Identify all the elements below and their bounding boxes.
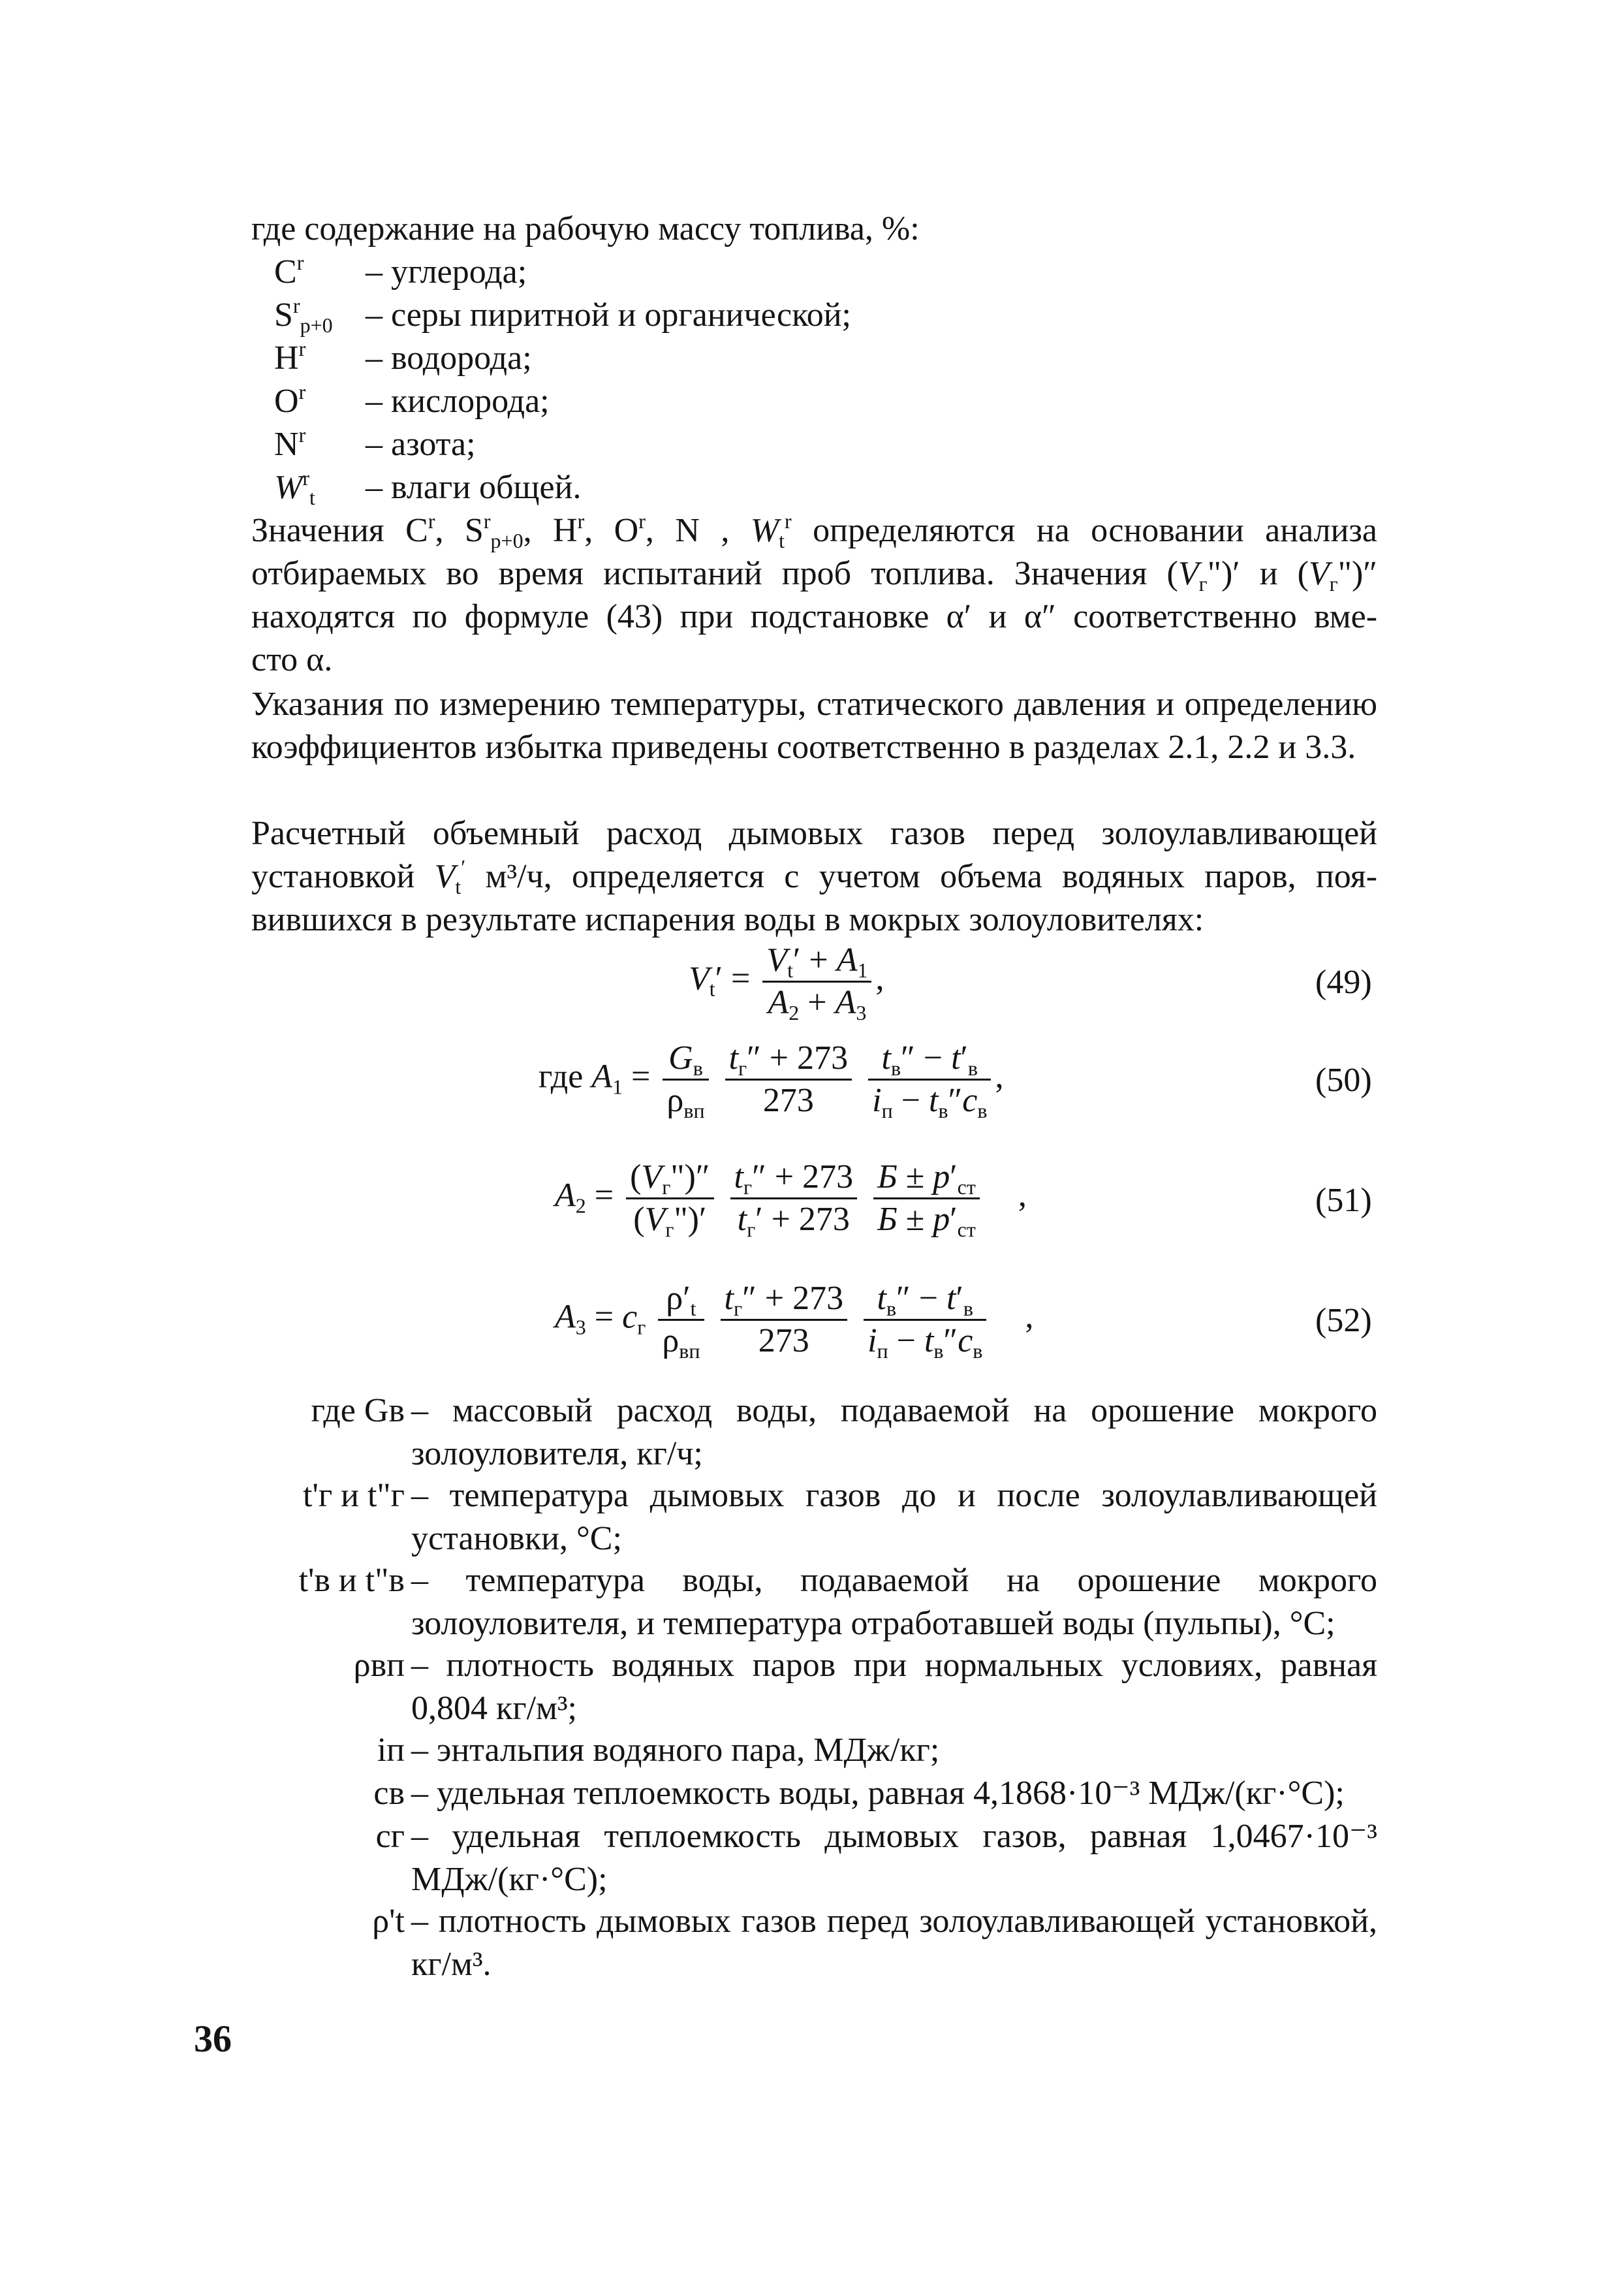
definition-text: – температура воды, подаваемой на орошение мокрого золоуловителя, и температура отработавшей воды (пульпы), °С; (411, 1562, 1377, 1642)
definition-symbol: ρ't (372, 1903, 405, 1940)
definition-symbol: t'в и t"в (298, 1562, 405, 1599)
definition-text: – удельная теплоемкость дымовых газов, равная 1,0467·10⁻³ МДж/(кг·°С); (411, 1818, 1377, 1898)
definition-symbol: cг (375, 1818, 405, 1855)
paragraph-values-line3: находятся по формуле (43) при подстановке α′ и α″ соответственно вме- (251, 598, 1378, 635)
definition-text: – плотность водяных паров при нормальных условиях, равная 0,804 кг/м³; (411, 1647, 1377, 1727)
paragraph-flow-line3: вившихся в результате испарения воды в мокрых золоуловителях: (251, 901, 1204, 938)
paragraph-instructions: Указания по измерению температуры, статического давления и определению коэффициентов избытка приведены соответственно в разделах 2.1, 2.2 и 3.3. (251, 686, 1377, 766)
definition-symbol: iп (377, 1732, 405, 1769)
symbol: $O^r$ (274, 380, 306, 420)
definition-symbol: ρвп (353, 1647, 405, 1684)
symbol: $N^r$ (274, 423, 306, 463)
symbol-row (274, 466, 581, 509)
definition-symbol: где Gв (311, 1392, 405, 1429)
formula-50: где $A_1$ = $\frac{G_в}{\rho_{вп}}$ $\frac{t_г'' + 273}{273}$ $\frac{t_в'' - t'_в}{i_п - t_в''c_в}$ , (539, 1039, 1004, 1122)
symbol-desc: – кислорода; (366, 383, 550, 420)
symbol-row (274, 294, 851, 337)
symbol-desc: – азота; (366, 426, 476, 463)
formula-52: $A_3 = c_г$ $\frac{\rho'_t}{\rho_{вп}}$ $\frac{t_г'' + 273}{273}$ $\frac{t_в'' - t'_в}{i_п - t_в''c_в}$ , (555, 1280, 1034, 1363)
definition-text: – плотность дымовых газов перед золоулавливающей установкой, кг/м³. (411, 1903, 1377, 1983)
definition-text: – энтальпия водяного пара, МДж/кг; (411, 1732, 940, 1769)
definition-text: – удельная теплоемкость воды, равная 4,1868·10⁻³ МДж/(кг·°С); (411, 1775, 1345, 1812)
equation-number: (51) (1315, 1182, 1372, 1219)
paragraph-flow-line1: Расчетный объемный расход дымовых газов перед золоулавливающей (251, 815, 1377, 852)
paragraph-flow-line2: установкой $V_t'$ м³/ч, определяется с учетом объема водяных паров, поя- (251, 855, 1378, 898)
symbol-row (274, 380, 550, 423)
symbol-row (274, 337, 532, 380)
paragraph-values: Значения $C^r$, $S^r_{p+0}$, $H^r$, $O^r$, N , $W_t^r$ определяются на основании анализа (251, 509, 1378, 552)
symbol-desc: – углерода; (366, 253, 527, 291)
equation-number: (52) (1315, 1302, 1372, 1339)
formula-51: $A_2$ = $\frac{(V_г")''}{(V_г")'}$ $\frac{t_г'' + 273}{t_г' + 273}$ $\frac{Б \pm p'_{ст}}{Б \pm p'_{ст}}$ , (555, 1158, 1027, 1241)
page-number: 36 (194, 2017, 232, 2060)
symbol: $W^r_t$ (274, 466, 315, 509)
paragraph-values-line4: сто α. (251, 641, 333, 678)
paragraph-values-line2: отбираемых во время испытаний проб топлива. Значения $(V_г")'$ и $(V_г")''$ (251, 555, 1377, 595)
symbol: $S^r_{p+0}$ (274, 294, 333, 337)
formula-49: $V_t'$ = $\frac{V_t' + A_1}{A_2 + A_3}$ , (689, 941, 884, 1024)
definition-text: – температура дымовых газов до и после золоулавливающей установки, °С; (411, 1477, 1377, 1557)
symbol-row (274, 423, 476, 466)
symbol-desc: – серы пиритной и органической; (366, 296, 851, 334)
definition-symbol: cв (373, 1775, 405, 1812)
intro-line: где содержание на рабочую массу топлива, %: (251, 210, 920, 247)
definition-symbol: t'г и t"г (303, 1477, 405, 1514)
symbol: $H^r$ (274, 337, 306, 377)
symbol: $C^r$ (274, 251, 304, 291)
symbol-row (274, 251, 527, 294)
symbol-desc: – водорода; (366, 340, 532, 377)
definition-text: – массовый расход воды, подаваемой на орошение мокрого золоуловителя, кг/ч; (411, 1392, 1377, 1472)
symbol-desc: – влаги общей. (366, 469, 582, 506)
equation-number: (50) (1315, 1062, 1372, 1099)
equation-number: (49) (1315, 964, 1372, 1001)
